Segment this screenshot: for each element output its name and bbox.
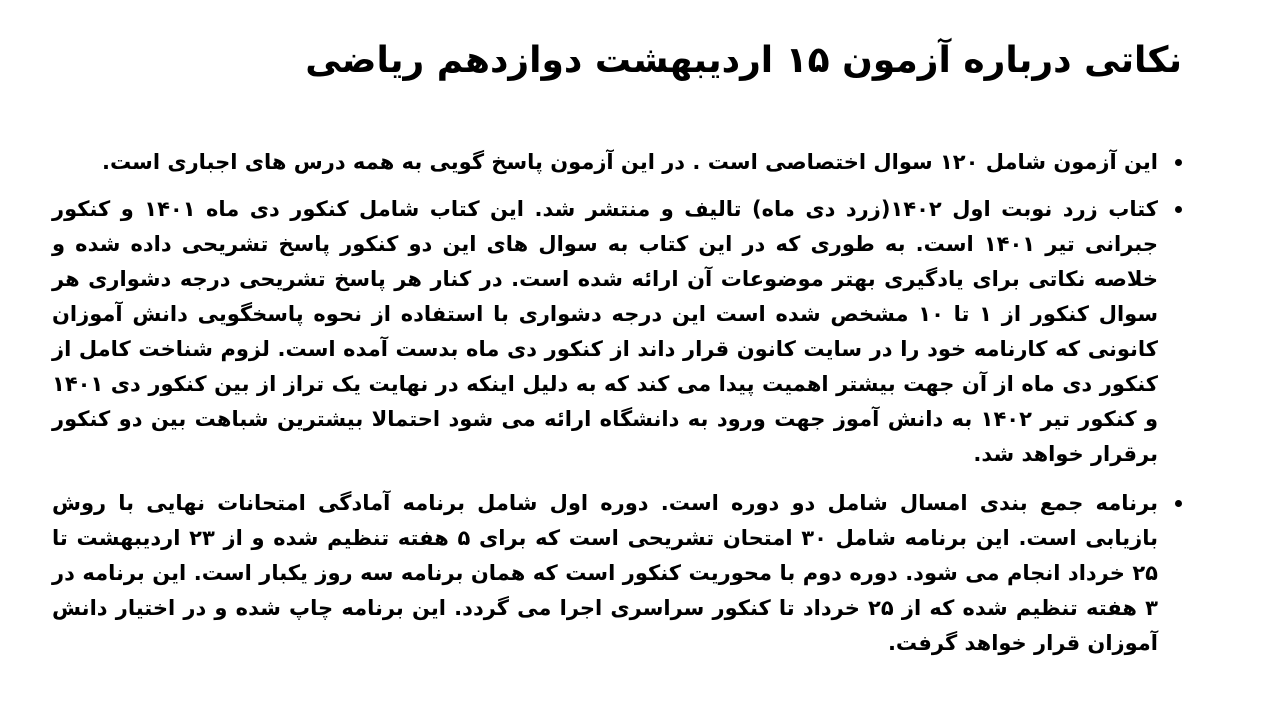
bullet-item-3 [52,486,1182,661]
bullet-icon [1175,206,1182,213]
bullet-text-2: کتاب زرد نوبت اول ۱۴۰۲(زرد دی ماه) تالیف و منتشر شد. این کتاب شامل کنکور دی ماه ۱۴۰۱ و کنکور جبرانی تیر ۱۴۰۱ است. به طوری که در این کتاب به سوال های این دو کنکور پاسخ تشریحی داده شده و خلاصه نکاتی برای یادگیری بهتر موضوعات آن ارائه شده است. در کنار هر پاسخ تشریحی درجه دشواری هر سوال کنکور از ۱ تا ۱۰ مشخص شده است این درجه دشواری با استفاده از نحوه پاسخگویی دانش آموزان کانونی که کارنامه خود را در سایت کانون قرار داند از کنکور دی ماه بدست آمده است. لزوم شناخت کامل از کنکور دی ماه از آن جهت بیشتر اهمیت پیدا می کند که به دلیل اینکه در نهایت یک تراز از بین کنکور دی ۱۴۰۱ و کنکور تیر ۱۴۰۲ به دانش آموز جهت ورود به دانشگاه ارائه می شود احتمالا بیشترین شباهت بین دو کنکور برقرار خواهد شد. [52,197,1159,466]
bullet-icon [1175,500,1182,507]
bullet-text-1: این آزمون شامل ۱۲۰ سوال اختصاصی است . در این آزمون پاسخ گویی به همه درس های اجباری است. [101,150,1158,174]
bullet-icon [1175,159,1182,166]
bullet-list [52,145,1182,661]
bullet-text-3: برنامه جمع بندی امسال شامل دو دوره است. دوره اول شامل برنامه آمادگی امتحانات نهایی با روش بازیابی است. این برنامه شامل ۳۰ امتحان تشریحی است که برای ۵ هفته تنظیم شده و از ۲۳ اردیبهشت تا ۲۵ خرداد انجام می شود. دوره دوم با محوریت کنکور است که همان برنامه سه روز یکبار است. این برنامه در ۳ هفته تنظیم شده که از ۲۵ خرداد تا کنکور سراسری اجرا می گردد. این برنامه چاپ شده و در اختیار دانش آموزان قرار خواهد گرفت. [52,491,1158,655]
bullet-item-2 [52,192,1182,472]
slide-content [52,145,1182,673]
slide-title: نکاتی درباره آزمون ۱۵ اردیبهشت دوازدهم ریاضی [305,40,1182,81]
bullet-item-1 [52,145,1182,180]
